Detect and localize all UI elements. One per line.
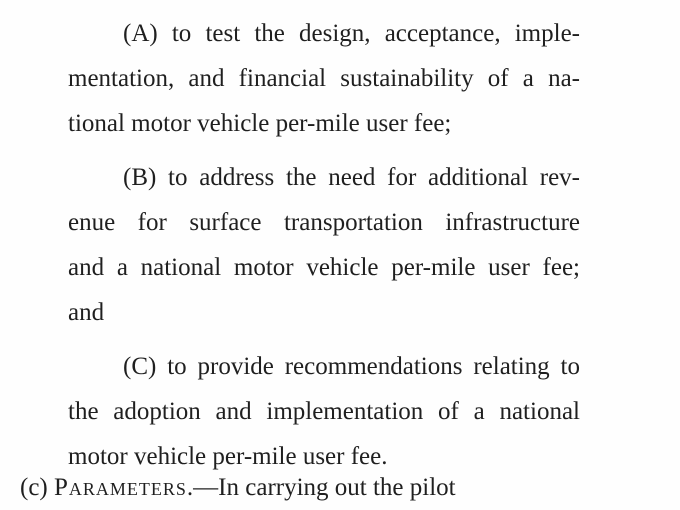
subsection-label: (c): [20, 474, 54, 501]
clipped-bottom-line: [20, 465, 456, 510]
text-line: and a national motor vehicle per-mile user fee;: [68, 254, 580, 281]
text-line: enue for surface transportation infrastructure: [68, 209, 580, 236]
text-line: (A) to test the design, acceptance, imple-: [123, 20, 580, 47]
subsection-heading: Parameters: [54, 474, 187, 501]
paragraph-a: [68, 11, 580, 146]
text-line: tional motor vehicle per-mile user fee;: [68, 110, 452, 137]
text-line: the adoption and implementation of a national: [68, 398, 580, 425]
text-line: and: [68, 299, 105, 326]
paragraph-b: [68, 155, 580, 335]
text-line: (B) to address the need for additional rev-: [123, 164, 580, 191]
subsection-text: .—In carrying out the pilot: [186, 474, 456, 501]
text-line: motor vehicle per-mile user fee.: [68, 443, 388, 470]
text-line: mentation, and financial sustainability of a na-: [68, 65, 580, 92]
text-line: (C) to provide recommendations relating to: [123, 353, 580, 380]
paragraph-c: [68, 344, 580, 479]
document-page: [68, 11, 580, 479]
